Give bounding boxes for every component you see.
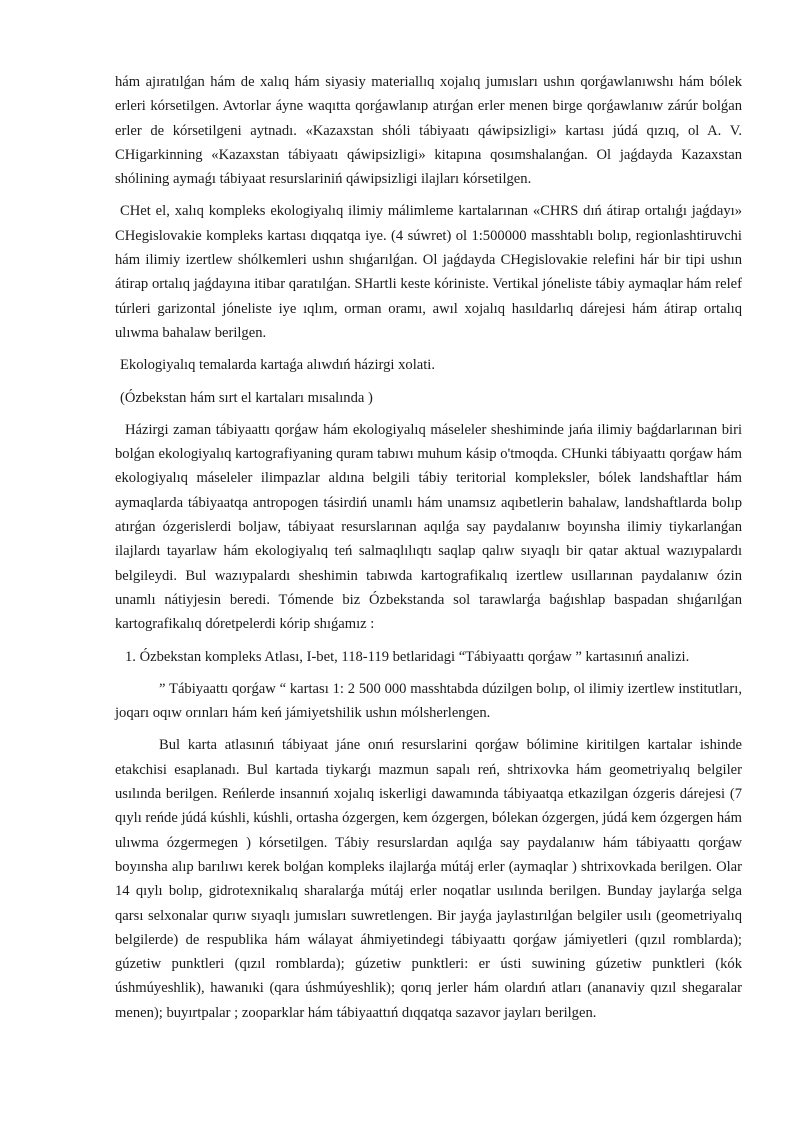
section-subheading: (Ózbekstan hám sırt el kartaları mısalında ) — [120, 389, 373, 406]
list-item-atlas-analysis: 1. Ózbekstan kompleks Atlası, I-bet, 118-119 betlaridagi “Tábiyaattı qorǵaw ” kartasınıń analizi. — [125, 648, 690, 665]
document-page — [115, 70, 742, 1025]
paragraph-intro-continuation: hám ajıratılǵan hám de xalıq hám siyasiy materiallıq xojalıq jumısları ushın qorǵawlanıwshı hám bólek erleri kórsetilgen. Avtorlar áyne waqıtta qorǵawlanıp atırǵan erler menen birge qorǵawlanıw zárúr bolǵan erler de kórsetilgeni aytnadı. «Kazaxstan shóli tábiyaatı qáwipsizligi» kartası júdá qızıq, ol A. V. CHigarkinning «Kazaxstan tábiyaatı qáwipsizligi» kitapına qosımshalanǵan. Ol jaǵdayda Kazaxstan shólining aymaǵı tábiyaat resurslariniń qáwipsizligi ilajları kórsetilgen. — [115, 74, 742, 188]
paragraph-foreign-maps: CHet el, xalıq kompleks ekologiyalıq ilimiy málimleme kartalarınan «CHRS dıń átirap ortalıǵı jaǵdayı» CHegislovakie kompleks kartası dıqqatqa iye. (4 súwret) ol 1:500000 masshtablı bolıp, regionlashtiruvchi hám ilimiy izertlew shólkemleri ushın shıǵarılǵan. Ol jaǵdayda CHegislovakie relefini hár bir tipi ushın átirap ortalıq jaǵdayına itibar qaratılǵan. SHartli keste kóriniste. Vertikal jóneliste tábiy aymaqlar hám relef túrleri garizontal jóneliste iye ıqlım, orman oramı, awıl xojalıq hasıldarlıq dárejesi hám átirap ortalıq ulıwma bahalaw berilgen. — [115, 203, 742, 341]
paragraph-map-scale: ” Tábiyaattı qorǵaw “ kartası 1: 2 500 000 masshtabda dúzilgen bolıp, ol ilimiy izertlew institutları, joqarı oqıw orınları hám keń jámiyetshilik ushın mólsherlengen. — [115, 680, 742, 722]
section-heading: Ekologiyalıq temalarda kartaǵa alıwdıń házirgi xolati. — [120, 357, 436, 374]
paragraph-modern-state: Házirgi zaman tábiyaattı qorǵaw hám ekologiyalıq máseleler sheshiminde jańa ilimiy baǵdarlarınan biri bolǵan ekologiyalıq kartografiyaning quram tabıwı muhum kásip o'tmoqda. CHunki tábiyaattı qorǵaw hám ekologiyalıq máseleler ilimpazlar aldına belgili tábiy teritorial kompleksler, bólek landshaftlar hám aymaqlarda tábiyaatqa antropogen tásirdiń unamlı hám unamsız aqıbetlerin bahalaw, landshaftlarda bolıp atırǵan ózgerislerdi boljaw, tábiyaat resurslarınan aqılǵa say paydalanıw boyınsha ilimiy tiykarlanǵan ilajlardı tayarlaw hám ekologiyalıq teń salmaqlılıqtı saqlap qalıw sıyaqlı bir qatar aktual wazıypalardı belgileydi. Bul wazıypalardı sheshimin tabıwda kartografikalıq izertlew usıllarınan paydalanıw ózin unamlı nátiyjesin beredi. Tómende biz Ózbekstanda sol tarawlarǵa baǵıshlap baspadan shıǵarılǵan kartografikalıq dóretpelerdi kórip shıǵamız : — [115, 421, 742, 633]
paragraph-map-content: Bul karta atlasınıń tábiyaat jáne onıń resurslarini qorǵaw bólimine kiritilgen kartalar ishinde etakchisi esaplanadı. Bul kartada tiykarǵı mazmun sapalı reń, shtrixovka hám geometriyalıq belgiler usılında berilgen. Reńlerde insannıń xojalıq iskerligi dawamında tábiyaatqa etkazilgan ózgeris dárejesi (7 qıylı reńde júdá kúshli, kúshli, ortasha ózgergen, kem ózgergen, bólekan ózgergen, júdá kem ózgergen hám ulıwma ózgermegen ) kórsetilgen. Tábiy resurslardan aqılǵa say paydalanıw hám tábiyaattı qorǵaw boyınsha alıp barılıwı kerek bolǵan kompleks ilajlarǵa mútáj erler (aymaqlar ) shtrixovkada berilgen. Olar 14 qıylı bolıp, gidrotexnikalıq sharalarǵa mútáj erler noqatlar usılında berilgen. Bunday jaylarǵa selga qarsı selxonalar qurıw sıyaqlı jumısları suwretlengen. Bir jayǵa jaylastırılǵan belgiler usılı (geometriyalıq belgilerde) de respublika hám wálayat áhmiyetindegi tábiyaattı qorǵaw jámiyetleri (qızıl romblarda); gúzetiw punktleri (qızıl romblarda); gúzetiw punktleri: er ústi suwining gúzetiw punktleri (kók úshmúyeshlik), hawanıki (qara úshmúyeshlik); qorıq jerler hám olardıń atları (ananaviy qızıl shegaralar menen); buyırtpalar ; zooparklar hám tábiyaattıń dıqqatqa sazavor jayları berilgen. — [115, 737, 742, 1021]
